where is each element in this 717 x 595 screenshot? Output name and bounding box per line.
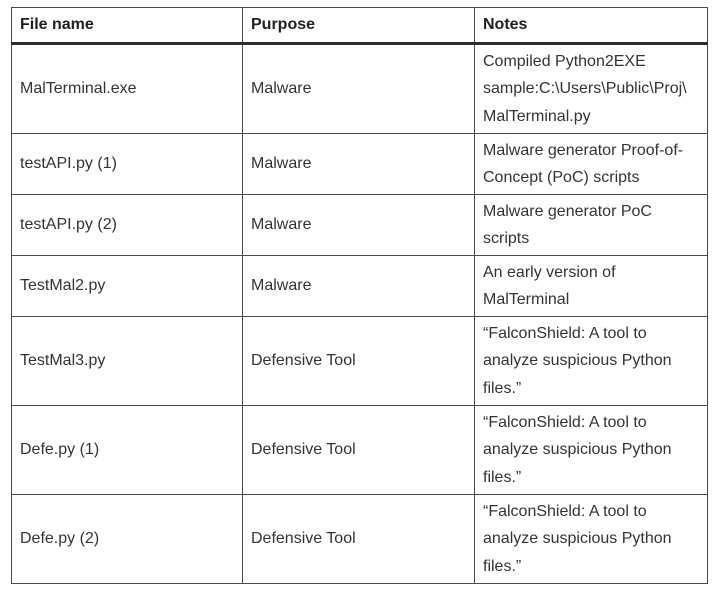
cell-notes: Malware generator PoC scripts [475,195,708,256]
cell-notes: “FalconShield: A tool to analyze suspicious Python files.” [475,317,708,406]
cell-file-name: Defe.py (1) [12,406,243,495]
cell-purpose: Malware [243,256,475,317]
cell-file-name: testAPI.py (1) [12,134,243,195]
cell-notes: “FalconShield: A tool to analyze suspicious Python files.” [475,406,708,495]
cell-file-name: MalTerminal.exe [12,44,243,134]
table-row [12,44,708,134]
file-table [11,7,708,584]
file-table-container [11,7,707,584]
cell-file-name: TestMal3.py [12,317,243,406]
table-row [12,195,708,256]
table-row [12,256,708,317]
header-purpose: Purpose [243,8,475,44]
cell-notes: “FalconShield: A tool to analyze suspicious Python files.” [475,495,708,584]
header-file-name: File name [12,8,243,44]
cell-file-name: Defe.py (2) [12,495,243,584]
header-notes: Notes [475,8,708,44]
cell-file-name: TestMal2.py [12,256,243,317]
cell-notes: An early version of MalTerminal [475,256,708,317]
cell-purpose: Defensive Tool [243,317,475,406]
cell-notes: Malware generator Proof-of-Concept (PoC) scripts [475,134,708,195]
cell-notes: Compiled Python2EXE sample:C:\Users\Public\Proj\MalTerminal.py [475,44,708,134]
table-row [12,495,708,584]
cell-purpose: Malware [243,134,475,195]
cell-purpose: Malware [243,195,475,256]
table-row [12,134,708,195]
cell-file-name: testAPI.py (2) [12,195,243,256]
cell-purpose: Defensive Tool [243,406,475,495]
cell-purpose: Defensive Tool [243,495,475,584]
table-header-row [12,8,708,44]
table-row [12,406,708,495]
cell-purpose: Malware [243,44,475,134]
table-row [12,317,708,406]
